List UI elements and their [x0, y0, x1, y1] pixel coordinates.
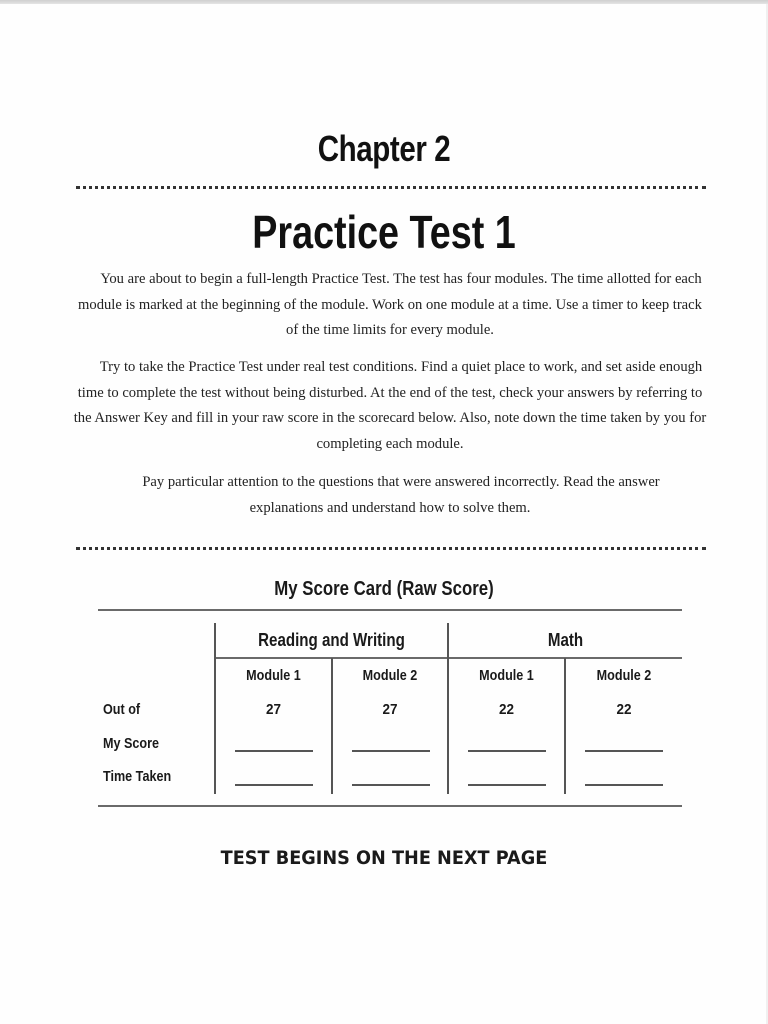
my-score-rw-module-2-blank [352, 750, 430, 752]
group-header-math: Math [547, 630, 584, 650]
dotted-divider-bottom [76, 547, 706, 550]
paragraph-text: Try to take the Practice Test under real test conditions. Find a quiet place to work, and set aside enough time to complete the test without being disturbed. At the end of the test, check your answers by referring to the Answer Key and fill in your raw score in the scorecard below. Also, note down the time taken by you for completing each module. [73, 359, 707, 452]
row-label-my-score: My Score [103, 735, 160, 752]
my-score-math-module-1-blank [468, 750, 546, 752]
out-of-math-module-1: 22 [498, 701, 515, 718]
table-top-rule [98, 609, 682, 611]
out-of-math-module-2: 22 [616, 701, 632, 718]
row-label-out-of: Out of [103, 701, 141, 718]
viewer-top-edge [0, 0, 768, 4]
dotted-divider-top [76, 186, 706, 189]
chapter-heading: Chapter 2 [317, 128, 451, 169]
my-score-rw-module-1-blank [235, 750, 313, 752]
paragraph-text: Pay particular attention to the questions that were answered incorrectly. Read the answer explanations and understand how to solve them. [142, 474, 660, 516]
intro-paragraph-1 [74, 267, 706, 344]
test-begins-note: TEST BEGINS ON THE NEXT PAGE [220, 847, 548, 869]
column-divider-rw [331, 658, 333, 794]
column-divider-label [214, 623, 216, 794]
row-label-time-taken: Time Taken [103, 768, 172, 785]
time-taken-rw-module-2-blank [352, 784, 430, 786]
column-header-math-module-2: Module 2 [596, 667, 652, 684]
column-header-rw-module-2: Module 2 [362, 667, 418, 684]
intro-paragraph-3 [90, 470, 690, 521]
time-taken-math-module-1-blank [468, 784, 546, 786]
my-score-math-module-2-blank [585, 750, 663, 752]
time-taken-rw-module-1-blank [235, 784, 313, 786]
column-divider-math [564, 658, 566, 794]
table-bottom-rule [98, 805, 682, 807]
column-header-rw-module-1: Module 1 [246, 667, 301, 684]
out-of-rw-module-2: 27 [382, 701, 398, 718]
intro-paragraph-2 [72, 355, 708, 457]
out-of-rw-module-1: 27 [265, 701, 282, 718]
group-header-reading-writing: Reading and Writing [258, 630, 405, 650]
time-taken-math-module-2-blank [585, 784, 663, 786]
column-divider-group [447, 623, 449, 794]
column-header-math-module-1: Module 1 [479, 667, 534, 684]
scorecard-title: My Score Card (Raw Score) [274, 578, 494, 600]
page-title: Practice Test 1 [252, 206, 516, 258]
paragraph-text: You are about to begin a full-length Practice Test. The test has four modules. The time allotted for each module is marked at the beginning of the module. Work on one module at a time. Use a timer to keep track of the time limits for every module. [78, 271, 702, 338]
